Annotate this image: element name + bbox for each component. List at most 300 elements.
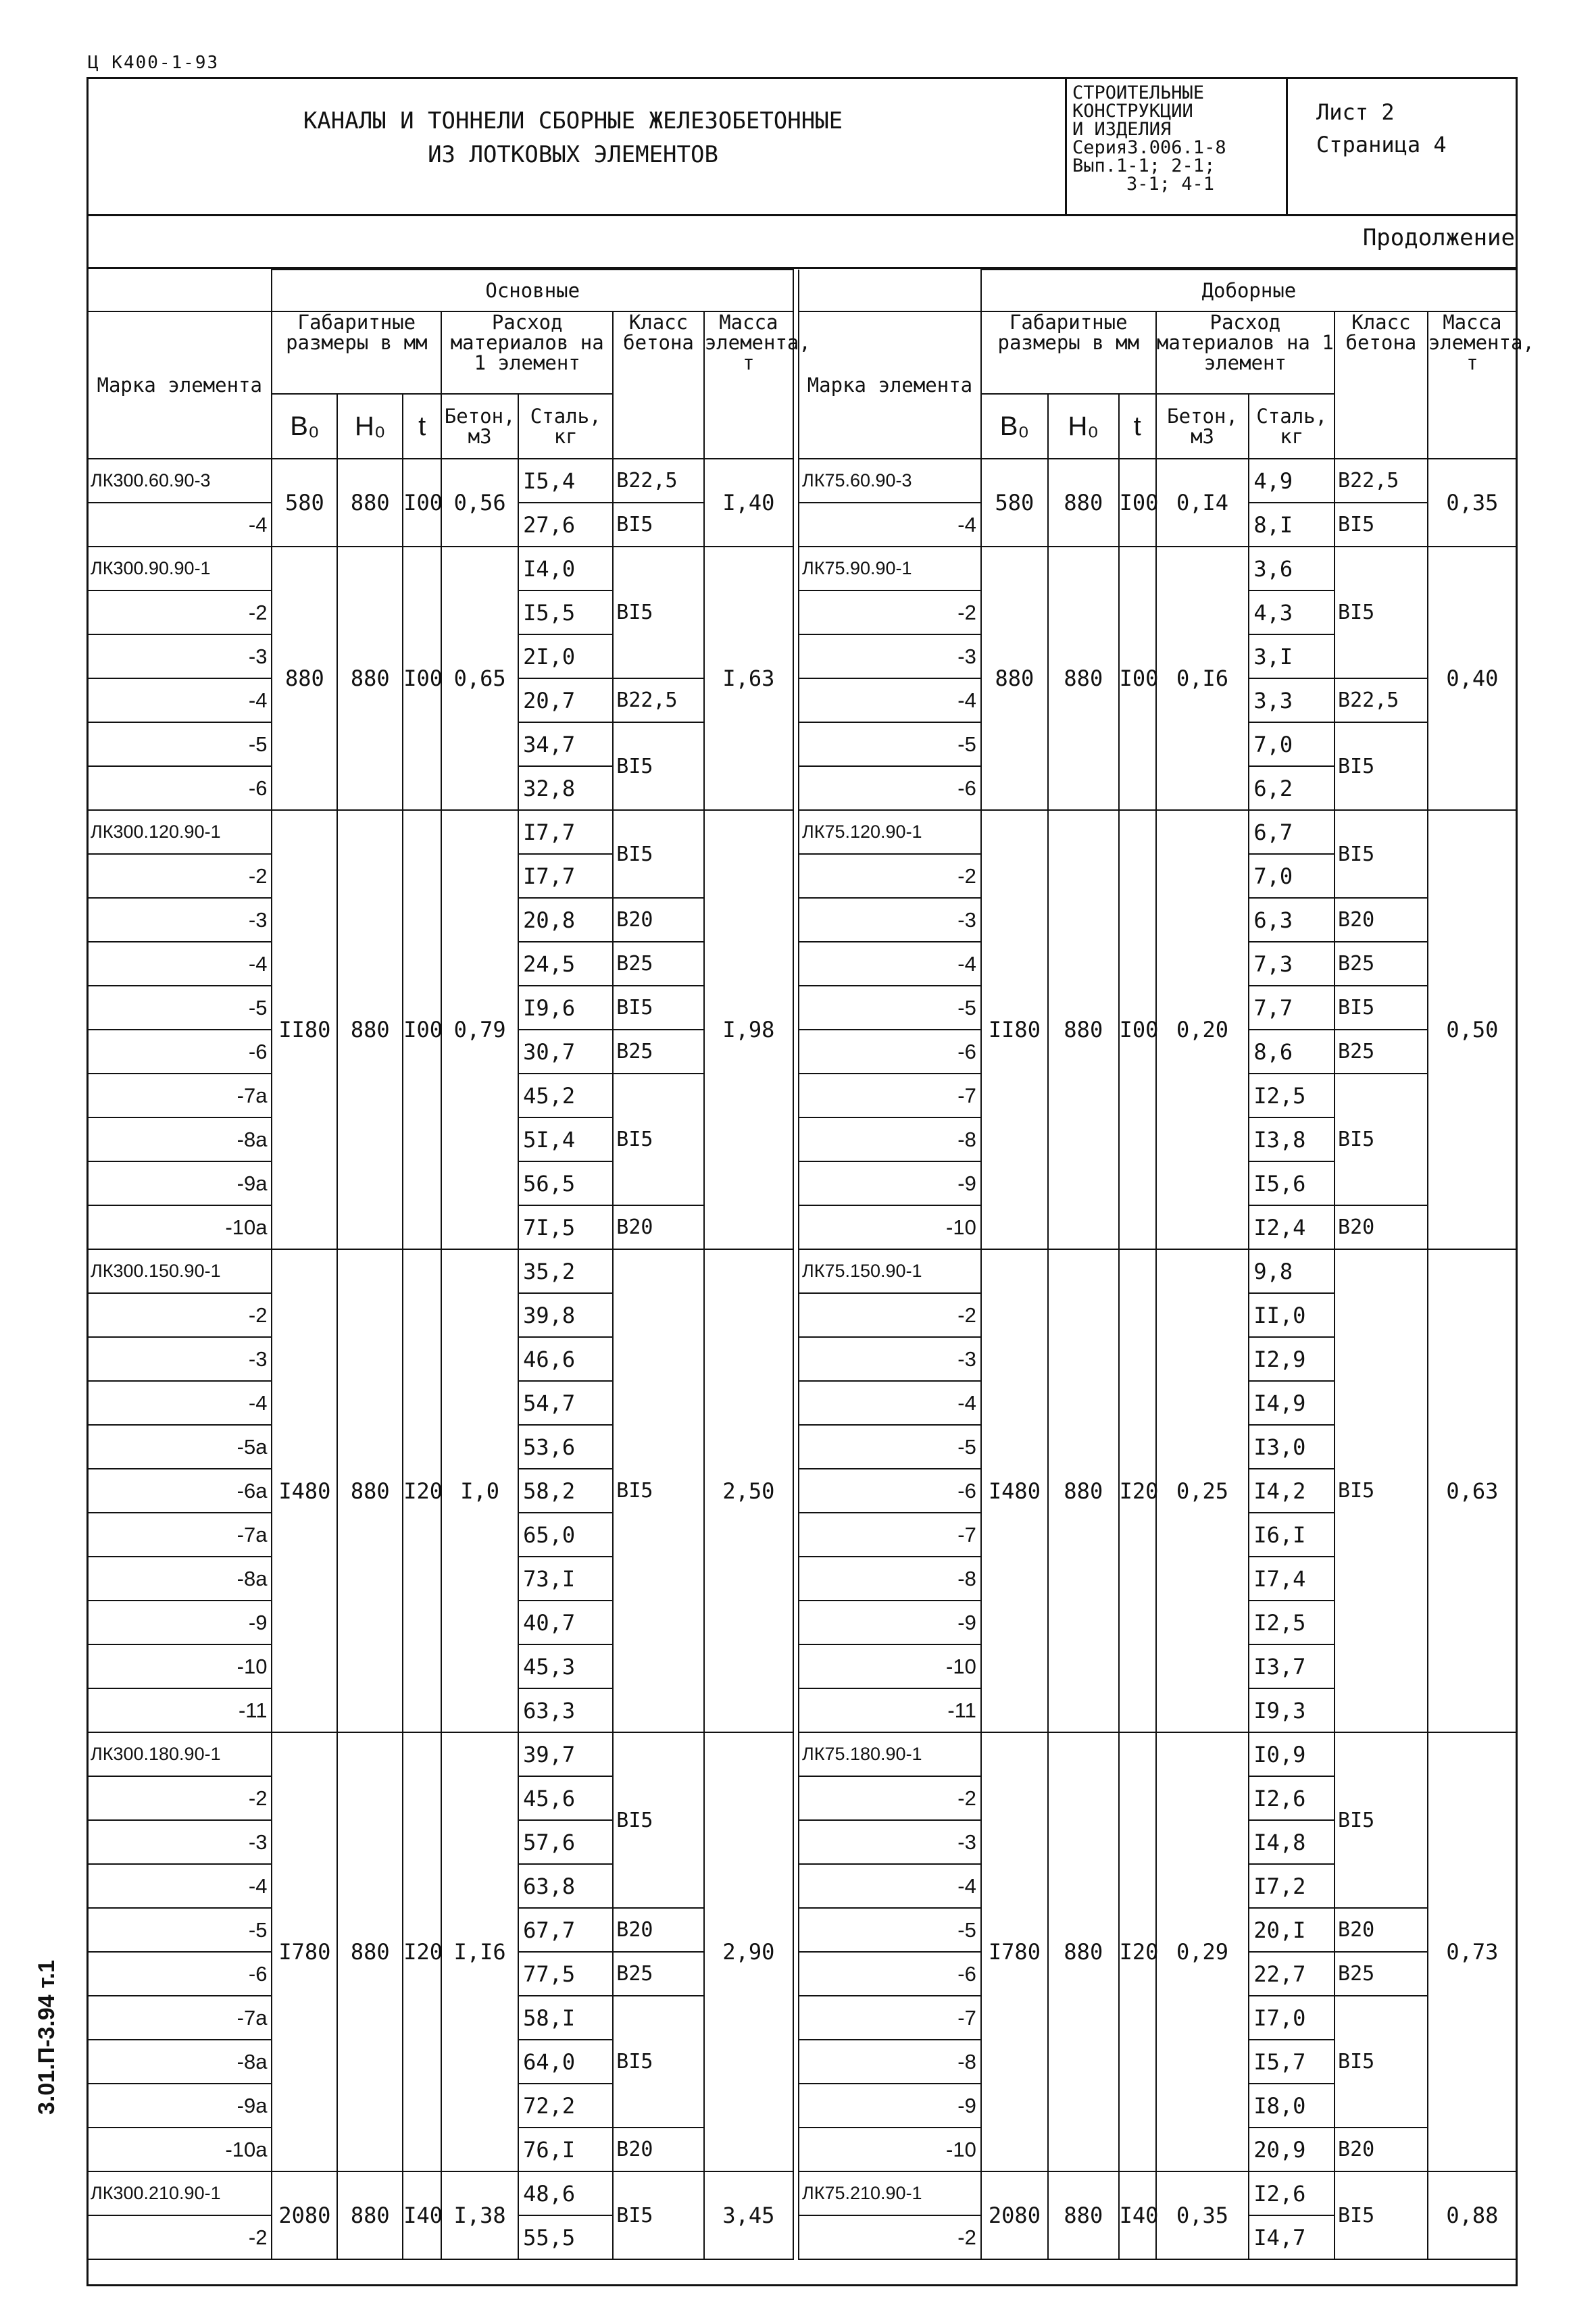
concrete-class: BI5 [1335,503,1428,547]
element-mark: ЛК300.90.90-1 [87,547,272,590]
table-row [799,547,1517,590]
concrete-volume: I,I6 [441,1732,518,2171]
element-mark: -10a [87,1205,272,1249]
concrete-class: BI5 [613,1732,703,1908]
element-mass: 0,35 [1428,459,1517,547]
extra-elements-table [798,269,1535,2260]
steel-consumption: 2I,0 [518,634,613,678]
wall-thickness: I00 [403,810,441,1249]
t-header: t [403,394,441,459]
wall-thickness: I20 [1119,1732,1156,2171]
element-mark: -9a [87,2084,272,2128]
side-stamp: 3.01.П-3.94 т.1 [34,1959,59,2115]
series-line: СТРОИТЕЛЬНЫЕ [1072,82,1205,103]
element-mark: -2 [87,1293,272,1337]
element-mark: -6 [799,766,981,810]
element-mark: ЛК300.210.90-1 [87,2171,272,2215]
element-mark: -2 [87,2215,272,2259]
table-row [799,810,1517,854]
element-mark: -2 [87,590,272,634]
concrete-class: B20 [613,1908,703,1952]
concrete-class: B25 [613,942,703,986]
concrete-volume: 0,79 [441,810,518,1249]
steel-consumption: 20,9 [1249,2128,1335,2171]
dim-h0: 880 [1048,547,1119,810]
element-mark: -3 [799,1820,981,1864]
element-mass: 0,63 [1428,1249,1517,1732]
steel-consumption: I7,7 [518,810,613,854]
steel-consumption: I2,5 [1249,1074,1335,1117]
concrete-header: Бетон, м3 [441,394,518,459]
page-number: Страница 4 [1316,132,1447,157]
element-mark: -8a [87,1117,272,1161]
steel-consumption: 7,0 [1249,854,1335,898]
dim-h0: 880 [337,1732,403,2171]
element-mark: -4 [87,1864,272,1908]
steel-consumption: 4,3 [1249,590,1335,634]
steel-consumption: 34,7 [518,722,613,766]
dim-b0: I780 [981,1732,1048,2171]
element-mark: -10 [87,1644,272,1688]
steel-consumption: I2,6 [1249,1776,1335,1820]
element-mark: -8 [799,1557,981,1601]
element-mass: 3,45 [704,2171,793,2259]
element-mass: 2,90 [704,1732,793,2171]
dim-h0: 880 [337,547,403,810]
concrete-class: BI5 [1335,1996,1428,2128]
element-mark: ЛК300.60.90-3 [87,459,272,503]
concrete-class: B25 [613,1030,703,1074]
dim-h0: 880 [337,1249,403,1732]
element-mark: -3 [87,1820,272,1864]
steel-consumption: I2,5 [1249,1601,1335,1644]
dim-b0: 880 [272,547,337,810]
concrete-class: B20 [613,1205,703,1249]
element-mark: -7 [799,1996,981,2040]
wall-thickness: I00 [403,547,441,810]
wall-thickness: I00 [403,459,441,547]
element-mass: 0,40 [1428,547,1517,810]
concrete-class: BI5 [1335,986,1428,1030]
steel-consumption: I5,5 [518,590,613,634]
steel-consumption: 67,7 [518,1908,613,1952]
concrete-class: BI5 [1335,547,1428,678]
element-mark: -8 [799,1117,981,1161]
element-mark: -10 [799,1644,981,1688]
steel-consumption: 54,7 [518,1381,613,1425]
element-mark: -11 [799,1688,981,1732]
element-mass: I,63 [704,547,793,810]
concrete-class-header: Класс бетона [613,311,703,459]
steel-consumption: 63,8 [518,1864,613,1908]
steel-consumption: 8,I [1249,503,1335,547]
element-mark: -4 [799,942,981,986]
steel-consumption: 3,I [1249,634,1335,678]
header-blank [799,270,981,311]
concrete-volume: I,38 [441,2171,518,2259]
mark-header: Марка элемента [87,311,272,459]
element-mark: -8 [799,2040,981,2084]
b0-header: B₀ [981,394,1048,459]
steel-consumption: I4,0 [518,547,613,590]
element-mark: -7 [799,1513,981,1557]
element-mark: -6 [87,766,272,810]
steel-consumption: 45,6 [518,1776,613,1820]
wall-thickness: I40 [1119,2171,1156,2259]
element-mark: ЛК75.210.90-1 [799,2171,981,2215]
steel-consumption: I7,4 [1249,1557,1335,1601]
steel-consumption: 6,3 [1249,898,1335,942]
element-mass: 2,50 [704,1249,793,1732]
mass-header: Масса элемента, т [704,311,793,459]
element-mark: -9a [87,1161,272,1205]
element-mark: -8a [87,1557,272,1601]
element-mark: -4 [87,503,272,547]
steel-consumption: 65,0 [518,1513,613,1557]
dim-b0: 880 [981,547,1048,810]
table-row [799,459,1517,503]
steel-consumption: 3,6 [1249,547,1335,590]
steel-consumption: I4,9 [1249,1381,1335,1425]
steel-consumption: 73,I [518,1557,613,1601]
concrete-class: BI5 [1335,810,1428,898]
concrete-class: B22,5 [1335,678,1428,722]
element-mark: -6 [87,1952,272,1996]
element-mark: ЛК75.120.90-1 [799,810,981,854]
concrete-volume: 0,I6 [1156,547,1249,810]
element-mark: -3 [799,634,981,678]
element-mark: -2 [799,854,981,898]
element-mark: ЛК75.90.90-1 [799,547,981,590]
element-mass: 0,50 [1428,810,1517,1249]
concrete-class: BI5 [613,1249,703,1732]
concrete-class: BI5 [613,547,703,678]
steel-consumption: I9,6 [518,986,613,1030]
element-mark: -3 [799,898,981,942]
concrete-volume: I,0 [441,1249,518,1732]
concrete-class: BI5 [613,2171,703,2259]
element-mark: -8a [87,2040,272,2084]
dim-h0: 880 [337,810,403,1249]
steel-consumption: 20,8 [518,898,613,942]
wall-thickness: I20 [403,1249,441,1732]
main-elements-table [86,269,811,2260]
series-line: Вып.1-1; 2-1; [1072,155,1216,176]
element-mark: -6a [87,1469,272,1513]
element-mark: ЛК300.180.90-1 [87,1732,272,1776]
title-block [86,77,1518,216]
concrete-class: BI5 [1335,1074,1428,1205]
steel-consumption: 40,7 [518,1601,613,1644]
concrete-class: BI5 [613,986,703,1030]
concrete-class: BI5 [1335,1732,1428,1908]
materials-header: Расход материалов на 1 элемент [1156,311,1335,394]
element-mark: -5 [87,722,272,766]
wall-thickness: I20 [403,1732,441,2171]
element-mark: -10 [799,1205,981,1249]
steel-consumption: 46,6 [518,1337,613,1381]
steel-header: Сталь, кг [1249,394,1335,459]
element-mark: -6 [799,1030,981,1074]
element-mass: 0,88 [1428,2171,1517,2259]
element-mark: -4 [87,1381,272,1425]
mark-header: Марка элемента [799,311,981,459]
dim-b0: 2080 [272,2171,337,2259]
steel-consumption: 76,I [518,2128,613,2171]
element-mark: -7a [87,1074,272,1117]
dim-b0: II80 [272,810,337,1249]
steel-consumption: 7I,5 [518,1205,613,1249]
h0-header: H₀ [1048,394,1119,459]
series-line: 3-1; 4-1 [1126,174,1215,195]
group-header: Основные [272,270,793,311]
element-mark: -6 [799,1952,981,1996]
element-mark: -4 [799,503,981,547]
element-mark: -11 [87,1688,272,1732]
concrete-class: BI5 [613,1074,703,1205]
document-title [86,104,1059,172]
dim-h0: 880 [1048,459,1119,547]
steel-consumption: 7,0 [1249,722,1335,766]
steel-consumption: 55,5 [518,2215,613,2259]
concrete-volume: 0,25 [1156,1249,1249,1732]
title-line-1: КАНАЛЫ И ТОННЕЛИ СБОРНЫЕ ЖЕЛЕЗОБЕТОННЫЕ [303,107,843,134]
element-mark: -5 [799,1908,981,1952]
steel-consumption: 72,2 [518,2084,613,2128]
steel-consumption: 4,9 [1249,459,1335,503]
dim-b0: I480 [981,1249,1048,1732]
steel-consumption: 63,3 [518,1688,613,1732]
dim-h0: 880 [337,459,403,547]
element-mark: ЛК75.150.90-1 [799,1249,981,1293]
concrete-class: BI5 [1335,1249,1428,1732]
element-mark: -3 [799,1337,981,1381]
steel-consumption: I5,6 [1249,1161,1335,1205]
steel-consumption: 45,2 [518,1074,613,1117]
concrete-class: B20 [613,898,703,942]
element-mark: ЛК300.150.90-1 [87,1249,272,1293]
series-box [1065,77,1288,214]
concrete-class: BI5 [1335,2171,1428,2259]
element-mark: -6 [799,1469,981,1513]
b0-header: B₀ [272,394,337,459]
concrete-class: BI5 [613,1996,703,2128]
dim-b0: II80 [981,810,1048,1249]
steel-consumption: 56,5 [518,1161,613,1205]
concrete-volume: 0,29 [1156,1732,1249,2171]
steel-consumption: 58,I [518,1996,613,2040]
steel-consumption: 77,5 [518,1952,613,1996]
steel-consumption: II,0 [1249,1293,1335,1337]
steel-consumption: I7,7 [518,854,613,898]
steel-consumption: I3,7 [1249,1644,1335,1688]
steel-consumption: I3,8 [1249,1117,1335,1161]
wall-thickness: I00 [1119,459,1156,547]
steel-consumption: I5,4 [518,459,613,503]
table-row [87,810,793,854]
dim-h0: 880 [1048,1732,1119,2171]
concrete-class: B22,5 [1335,459,1428,503]
steel-consumption: 20,I [1249,1908,1335,1952]
element-mark: -4 [799,678,981,722]
element-mark: -3 [87,634,272,678]
steel-consumption: I5,7 [1249,2040,1335,2084]
dim-b0: 2080 [981,2171,1048,2259]
element-mark: -9 [799,2084,981,2128]
element-mass: I,98 [704,810,793,1249]
continuation-label: Продолжение [1362,224,1515,251]
t-header: t [1119,394,1156,459]
steel-header: Сталь, кг [518,394,613,459]
element-mark: -2 [87,1776,272,1820]
series-line: И ИЗДЕЛИЯ [1072,119,1172,140]
group-header: Доборные [981,270,1517,311]
element-mass: I,40 [704,459,793,547]
element-mark: ЛК75.60.90-3 [799,459,981,503]
concrete-class: B25 [613,1952,703,1996]
steel-consumption: 58,2 [518,1469,613,1513]
concrete-class: B20 [613,2128,703,2171]
concrete-class: B20 [1335,1908,1428,1952]
element-mass: 0,73 [1428,1732,1517,2171]
concrete-class: B20 [1335,2128,1428,2171]
concrete-class: BI5 [613,503,703,547]
steel-consumption: I7,0 [1249,1996,1335,2040]
element-mark: -10 [799,2128,981,2171]
concrete-volume: 0,I4 [1156,459,1249,547]
steel-consumption: 32,8 [518,766,613,810]
steel-consumption: 39,8 [518,1293,613,1337]
concrete-volume: 0,20 [1156,810,1249,1249]
steel-consumption: 7,3 [1249,942,1335,986]
concrete-class: B25 [1335,1952,1428,1996]
steel-consumption: 8,6 [1249,1030,1335,1074]
steel-consumption: 6,2 [1249,766,1335,810]
element-mark: -5a [87,1425,272,1469]
element-mark: -4 [87,942,272,986]
element-mark: ЛК300.120.90-1 [87,810,272,854]
element-mark: ЛК75.180.90-1 [799,1732,981,1776]
steel-consumption: 57,6 [518,1820,613,1864]
element-mark: -9 [87,1601,272,1644]
element-mark: -4 [87,678,272,722]
steel-consumption: 7,7 [1249,986,1335,1030]
steel-consumption: I3,0 [1249,1425,1335,1469]
element-mark: -5 [799,986,981,1030]
materials-header: Расход материалов на 1 элемент [441,311,613,394]
concrete-class: B25 [1335,942,1428,986]
concrete-class-header: Класс бетона [1335,311,1428,459]
concrete-class: B25 [1335,1030,1428,1074]
element-mark: -4 [799,1864,981,1908]
wall-thickness: I00 [1119,810,1156,1249]
concrete-header: Бетон, м3 [1156,394,1249,459]
steel-consumption: 3,3 [1249,678,1335,722]
mass-header: Масса элемента, т [1428,311,1517,459]
steel-consumption: I8,0 [1249,2084,1335,2128]
dim-b0: I480 [272,1249,337,1732]
title-line-2: ИЗ ЛОТКОВЫХ ЭЛЕМЕНТОВ [428,141,718,168]
dim-b0: 580 [981,459,1048,547]
steel-consumption: 30,7 [518,1030,613,1074]
wall-thickness: I40 [403,2171,441,2259]
element-mark: -3 [87,1337,272,1381]
steel-consumption: 27,6 [518,503,613,547]
steel-consumption: I4,2 [1249,1469,1335,1513]
steel-consumption: 35,2 [518,1249,613,1293]
concrete-class: B20 [1335,1205,1428,1249]
table-row [87,1249,793,1293]
wall-thickness: I20 [1119,1249,1156,1732]
steel-consumption: I4,8 [1249,1820,1335,1864]
concrete-volume: 0,35 [1156,2171,1249,2259]
table-row [799,1249,1517,1293]
table-row [87,1732,793,1776]
element-mark: -2 [799,1776,981,1820]
steel-consumption: I2,4 [1249,1205,1335,1249]
concrete-class: BI5 [613,810,703,898]
element-mark: -2 [799,590,981,634]
concrete-class: B22,5 [613,459,703,503]
steel-consumption: 45,3 [518,1644,613,1688]
series-line: Серия3.006.1-8 [1072,137,1226,158]
element-mark: -5 [799,722,981,766]
dim-h0: 880 [1048,810,1119,1249]
element-mark: -7a [87,1513,272,1557]
table-row [87,459,793,503]
steel-consumption: I2,6 [1249,2171,1335,2215]
steel-consumption: 9,8 [1249,1249,1335,1293]
dim-b0: 580 [272,459,337,547]
element-mark: -7a [87,1996,272,2040]
element-mark: -4 [799,1381,981,1425]
steel-consumption: I0,9 [1249,1732,1335,1776]
steel-consumption: 6,7 [1249,810,1335,854]
element-mark: -2 [799,1293,981,1337]
concrete-class: B20 [1335,898,1428,942]
steel-consumption: I9,3 [1249,1688,1335,1732]
table-row [799,2171,1517,2215]
element-mark: -2 [87,854,272,898]
steel-consumption: I2,9 [1249,1337,1335,1381]
element-mark: -5 [87,1908,272,1952]
element-mark: -2 [799,2215,981,2259]
steel-consumption: 53,6 [518,1425,613,1469]
concrete-class: BI5 [1335,722,1428,810]
dim-h0: 880 [337,2171,403,2259]
concrete-volume: 0,56 [441,459,518,547]
element-mark: -3 [87,898,272,942]
wall-thickness: I00 [1119,547,1156,810]
steel-consumption: 48,6 [518,2171,613,2215]
steel-consumption: I4,7 [1249,2215,1335,2259]
element-mark: -5 [87,986,272,1030]
steel-consumption: 22,7 [1249,1952,1335,1996]
sheet-info [1316,96,1447,161]
dims-header: Габаритные размеры в мм [981,311,1156,394]
dim-h0: 880 [1048,2171,1119,2259]
table-row [799,1732,1517,1776]
document-code: Ц К400-1-93 [88,53,220,73]
element-mark: -9 [799,1161,981,1205]
steel-consumption: 5I,4 [518,1117,613,1161]
concrete-class: B22,5 [613,678,703,722]
concrete-volume: 0,65 [441,547,518,810]
element-mark: -6 [87,1030,272,1074]
steel-consumption: I6,I [1249,1513,1335,1557]
series-line: КОНСТРУКЦИИ [1072,101,1193,122]
dim-h0: 880 [1048,1249,1119,1732]
